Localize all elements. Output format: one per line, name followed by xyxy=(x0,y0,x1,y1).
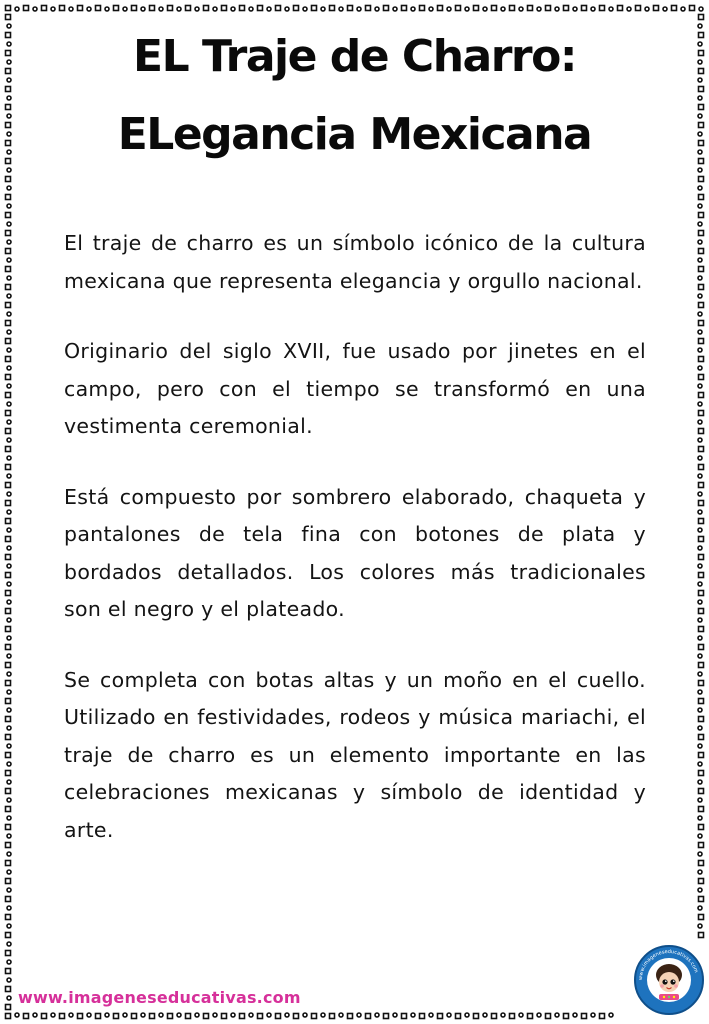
title-line-1: EL Traje de Charro: xyxy=(133,31,576,82)
paragraph-4: Se completa con botas altas y un moño en el cuello. Utilizado en festividades, rodeos y música mariachi, el traje de charro es un elemento importante en las celebraciones mexicanas y símbolo de identidad y arte. xyxy=(64,667,646,842)
website-url: www.imageneseducativas.com xyxy=(18,988,301,1007)
page-title xyxy=(40,18,669,174)
paragraph-1: El traje de charro es un símbolo icónico de la cultura mexicana que representa elegancia y orgullo nacional. xyxy=(64,231,646,293)
paragraph-3: Está compuesto por sombrero elaborado, chaqueta y pantalones de tela fina con botones de plata y bordados detallados. Los colores más tradicionales son el negro y el plateado. xyxy=(64,484,646,621)
title-line-2: ELegancia Mexicana xyxy=(117,109,592,160)
educational-mascot-badge-icon xyxy=(633,944,705,1016)
logo-ring-text: www.imageneseducativas.com xyxy=(637,948,699,981)
article-body xyxy=(64,225,646,882)
paragraph-2: Originario del siglo XVII, fue usado por jinetes en el campo, pero con el tiempo se transformó en una vestimenta ceremonial. xyxy=(64,339,646,438)
